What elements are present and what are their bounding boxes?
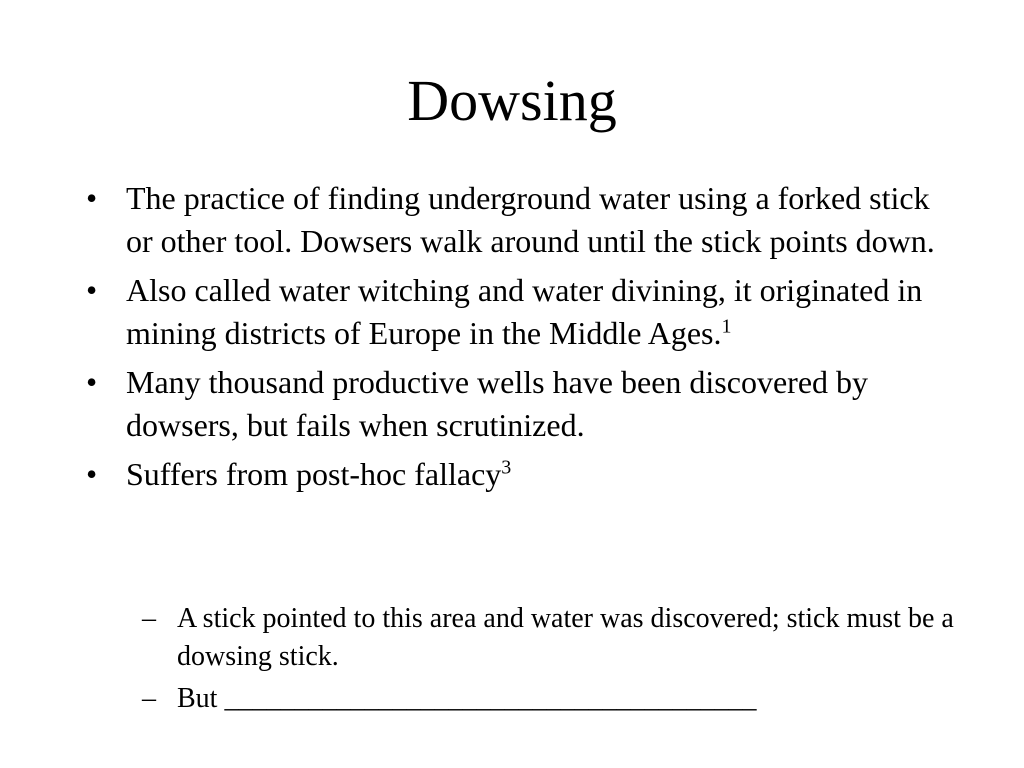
bullet-item-wells: [86, 361, 946, 447]
sub-bullet-marker: –: [142, 603, 156, 634]
bullet-item-also-called: [86, 269, 946, 355]
bullet-marker: •: [86, 180, 98, 216]
footnote-ref: 1: [721, 315, 732, 338]
bullet-list: [86, 177, 946, 502]
bullet-text: Suffers from post-hoc fallacy: [126, 456, 502, 492]
sub-bullet-item-stick-pointed: [132, 600, 966, 676]
bullet-marker: •: [86, 364, 98, 400]
sub-bullet-marker: –: [142, 683, 156, 714]
bullet-text: Many thousand productive wells have been discovered by dowsers, but fails when scrutinized.: [126, 364, 869, 443]
bullet-text: The practice of finding underground water using a forked stick or other tool. Dowsers walk around until the stick points down.: [126, 180, 935, 259]
bullet-item-practice: [86, 177, 946, 263]
slide-title: Dowsing: [407, 68, 617, 133]
sub-bullet-text: But ______________________________________: [177, 683, 757, 714]
footnote-ref: 3: [501, 456, 512, 479]
sub-bullet-text: A stick pointed to this area and water was discovered; stick must be a dowsing stick.: [177, 603, 954, 672]
bullet-item-post-hoc: [86, 453, 946, 496]
bullet-text: Also called water witching and water divining, it originated in mining districts of Europe in the Middle Ages.: [126, 272, 923, 351]
bullet-marker: •: [86, 456, 98, 492]
sub-bullet-item-but: [132, 680, 966, 718]
bullet-marker: •: [86, 272, 98, 308]
sub-bullet-list: [86, 600, 966, 722]
